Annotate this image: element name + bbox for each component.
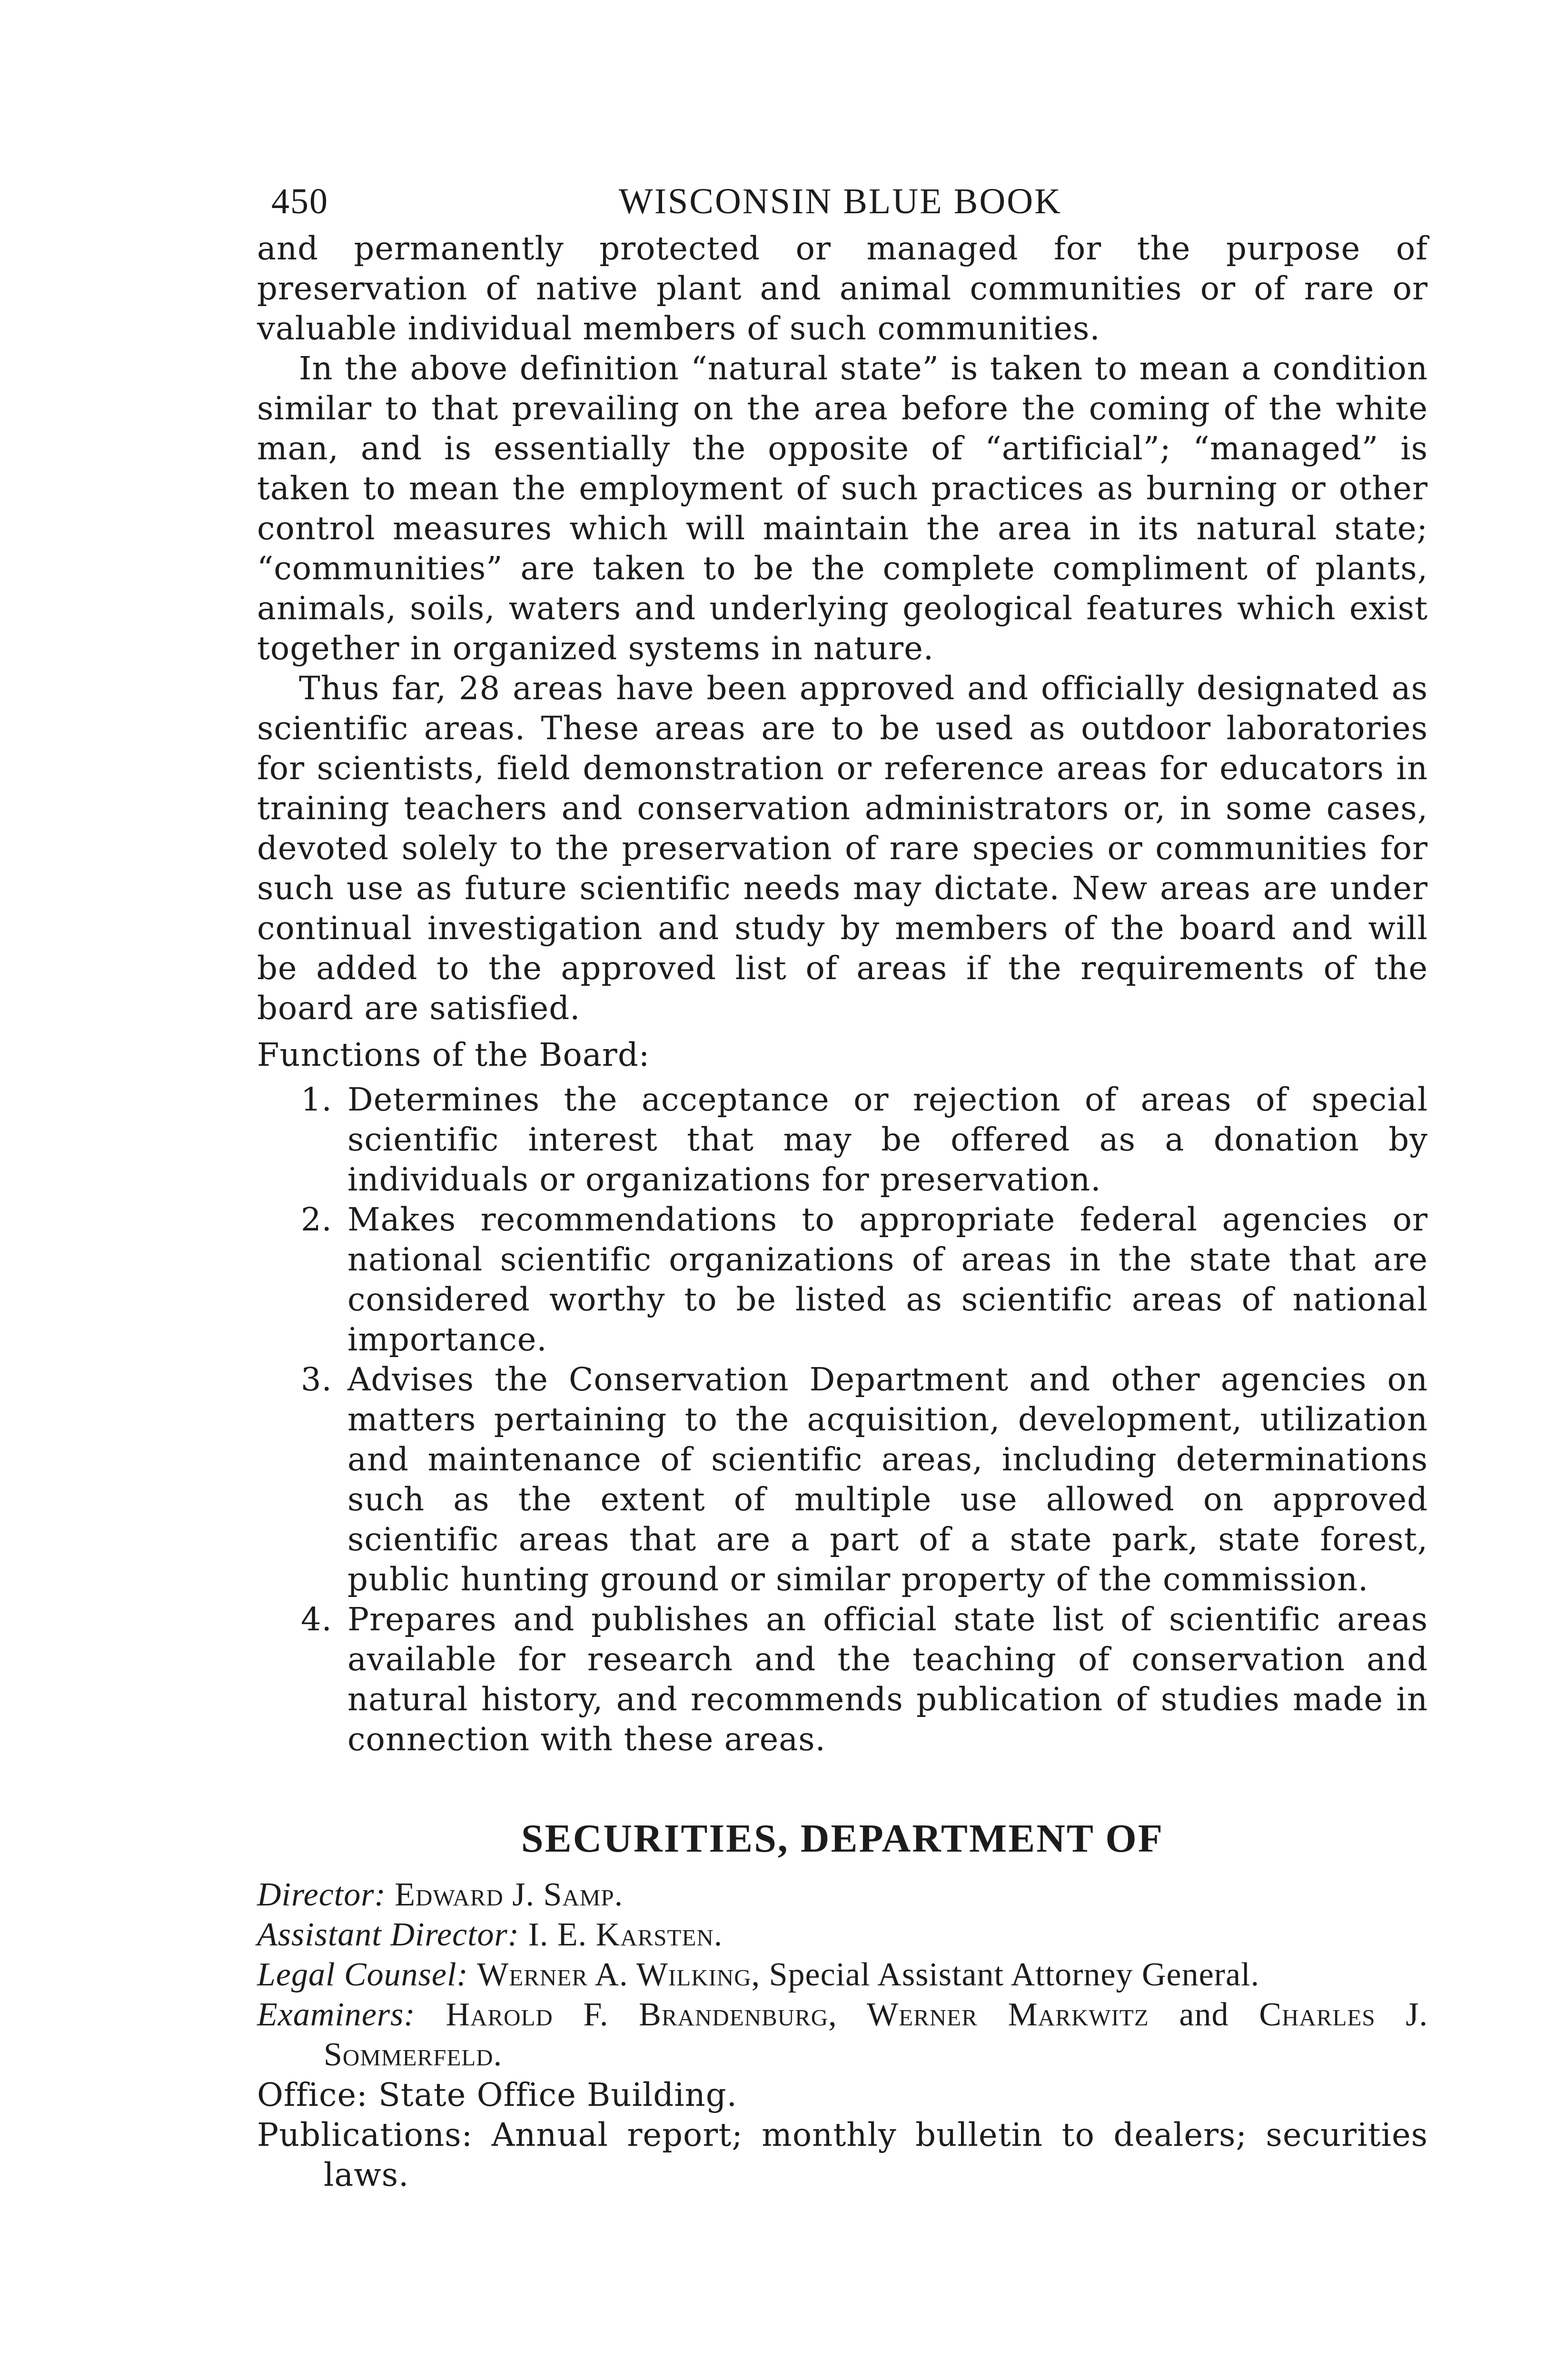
examiners-names-last: Charles J. Sommerfeld. <box>324 1996 1428 2073</box>
examiners-label: Examiners: <box>257 1996 416 2033</box>
director-entry <box>257 1875 1428 1915</box>
list-item-text: Advises the Conservation Department and other agencies on matters pertaining to the acquisition, development, utilization and maintenance of scientific areas, including determinations such as the extent of multiple use allowed on approved scientific areas that are a part of a state park, state forest, public hunting ground or similar property of the commission. <box>347 1361 1428 1598</box>
legal-counsel-entry <box>257 1955 1428 1995</box>
list-item <box>257 1359 1428 1599</box>
director-label: Director: <box>257 1876 386 1913</box>
assistant-director-name: I. E. Karsten. <box>528 1916 723 1953</box>
assistant-director-label: Assistant Director: <box>257 1916 520 1953</box>
examiners-entry <box>257 1995 1428 2075</box>
list-item-text: Determines the acceptance or rejection of areas of special scientific interest that may be offered as a donation by individuals or organizations for preservation. <box>347 1081 1428 1198</box>
list-item <box>257 1080 1428 1200</box>
legal-counsel-label: Legal Counsel: <box>257 1956 468 1993</box>
director-name: Edward J. Samp. <box>395 1876 624 1913</box>
publications-entry: Publications: Annual report; monthly bulletin to dealers; securities laws. <box>257 2116 1428 2193</box>
list-item-number: 4. <box>301 1601 332 1638</box>
body-text <box>257 228 1428 1759</box>
section-title: SECURITIES, DEPARTMENT OF <box>521 1816 1164 1861</box>
office-entry: Office: State Office Building. <box>257 2076 737 2113</box>
functions-list <box>257 1080 1428 1759</box>
functions-heading: Functions of the Board: <box>257 1036 650 1073</box>
page <box>257 181 1428 2195</box>
directory <box>257 1875 1428 2195</box>
examiners-names: Harold F. Brandenburg, Werner Markwitz <box>446 1996 1149 2033</box>
paragraph-definition: In the above definition “natural state” is taken to mean a condition similar to that prevailing on the area before the coming of the white man, and is essentially the opposite of “artificial”; “managed” is taken to mean the employment of such practices as burning or other control measures which will maintain the area in its natural state; “communities” are taken to be the complete compliment of plants, animals, soils, waters and underlying geological features which exist together in organized systems in nature. <box>257 350 1428 667</box>
page-number: 450 <box>271 181 328 221</box>
running-head <box>257 181 1428 228</box>
list-item-number: 2. <box>301 1201 332 1238</box>
list-item-text: Prepares and publishes an official state list of scientific areas available for research and the teaching of conservation and natural history, and recommends publication of studies made in connection with these areas. <box>347 1601 1428 1758</box>
examiners-and: and <box>1149 1996 1259 2033</box>
list-item-number: 3. <box>301 1361 332 1398</box>
list-item <box>257 1200 1428 1359</box>
running-title: WISCONSIN BLUE BOOK <box>619 181 1062 221</box>
list-item-text: Makes recommendations to appropriate federal agencies or national scientific organizations of areas in the state that are considered worthy to be listed as scientific areas of national importance. <box>347 1201 1428 1358</box>
paragraph-areas: Thus far, 28 areas have been approved and officially designated as scientific areas. These areas are to be used as outdoor laboratories for scientists, field demonstration or reference areas for educators in training teachers and conservation administrators or, in some cases, devoted solely to the preservation of rare species or communities for such use as future scientific needs may dictate. New areas are under continual investigation and study by members of the board and will be added to the approved list of areas if the requirements of the board are satisfied. <box>257 670 1428 1027</box>
legal-counsel-title: Special Assistant Attorney General. <box>760 1956 1259 1993</box>
list-item <box>257 1599 1428 1759</box>
legal-counsel-name: Werner A. Wilking, <box>477 1956 761 1993</box>
list-item-number: 1. <box>301 1081 332 1118</box>
paragraph-continuation: and permanently protected or managed for the purpose of preservation of native plant and animal communities or of rare or valuable individual members of such communities. <box>257 230 1428 347</box>
assistant-director-entry <box>257 1915 1428 1955</box>
